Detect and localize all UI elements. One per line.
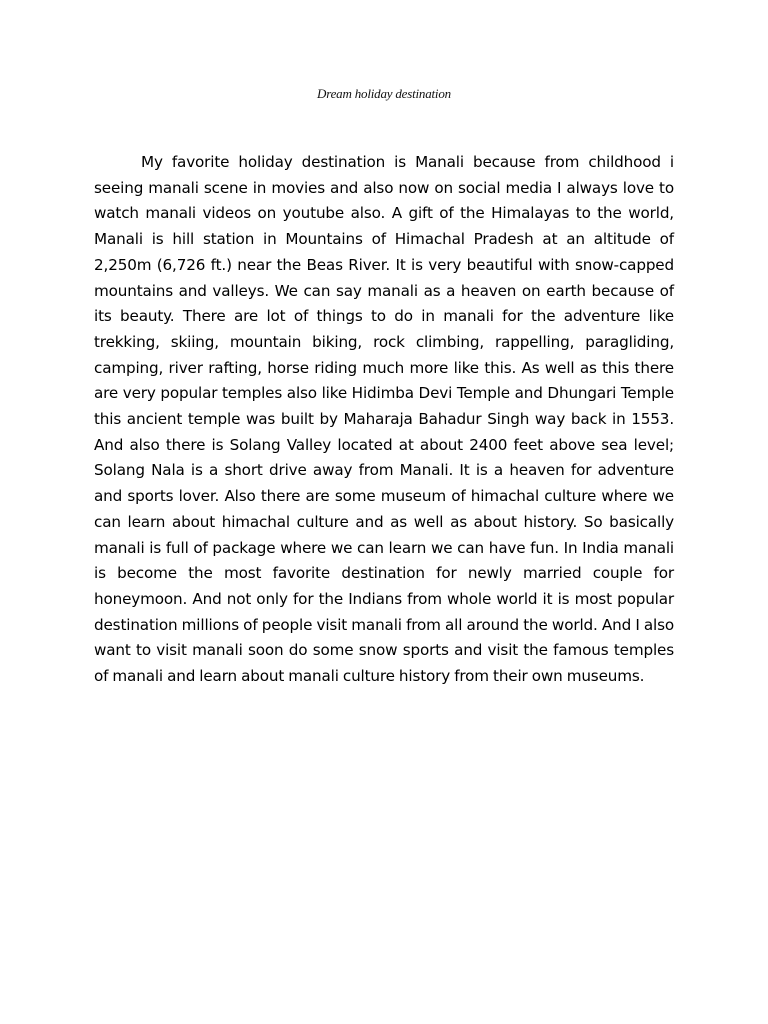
body-paragraph: My favorite holiday destination is Manali because from childhood i seeing manali scene in movies and also now on social media I always love to watch manali videos on youtube also. A gift of the Himalayas to the world, Manali is hill station in Mountains of Himachal Pradesh at an altitude of 2,250m (6,726 ft.) near the Beas River. It is very beautiful with snow-capped mountains and valleys. We can say manali as a heaven on earth because of its beauty. There are lot of things to do in manali for the adventure like trekking, skiing, mountain biking, rock climbing, rappelling, paragliding, camping, river rafting, horse riding much more like this. As well as this there are very popular temples also like Hidimba Devi Temple and Dhungari Temple this ancient temple was built by Maharaja Bahadur Singh way back in 1553. And also there is Solang Valley located at about 2400 feet above sea level; Solang Nala is a short drive away from Manali. It is a heaven for adventure and sports lover. Also there are some museum of himachal culture where we can learn about himachal culture and as well as about history. So basically manali is full of package where we can learn we can have fun. In India manali is become the most favorite destination for newly married couple for honeymoon. And not only for the Indians from whole world it is most popular destination millions of people visit manali from all around the world. And I also want to visit manali soon do some snow sports and visit the famous temples of manali and learn about manali culture history from their own museums.: [94, 153, 674, 686]
document-title: Dream holiday destination: [317, 86, 451, 101]
